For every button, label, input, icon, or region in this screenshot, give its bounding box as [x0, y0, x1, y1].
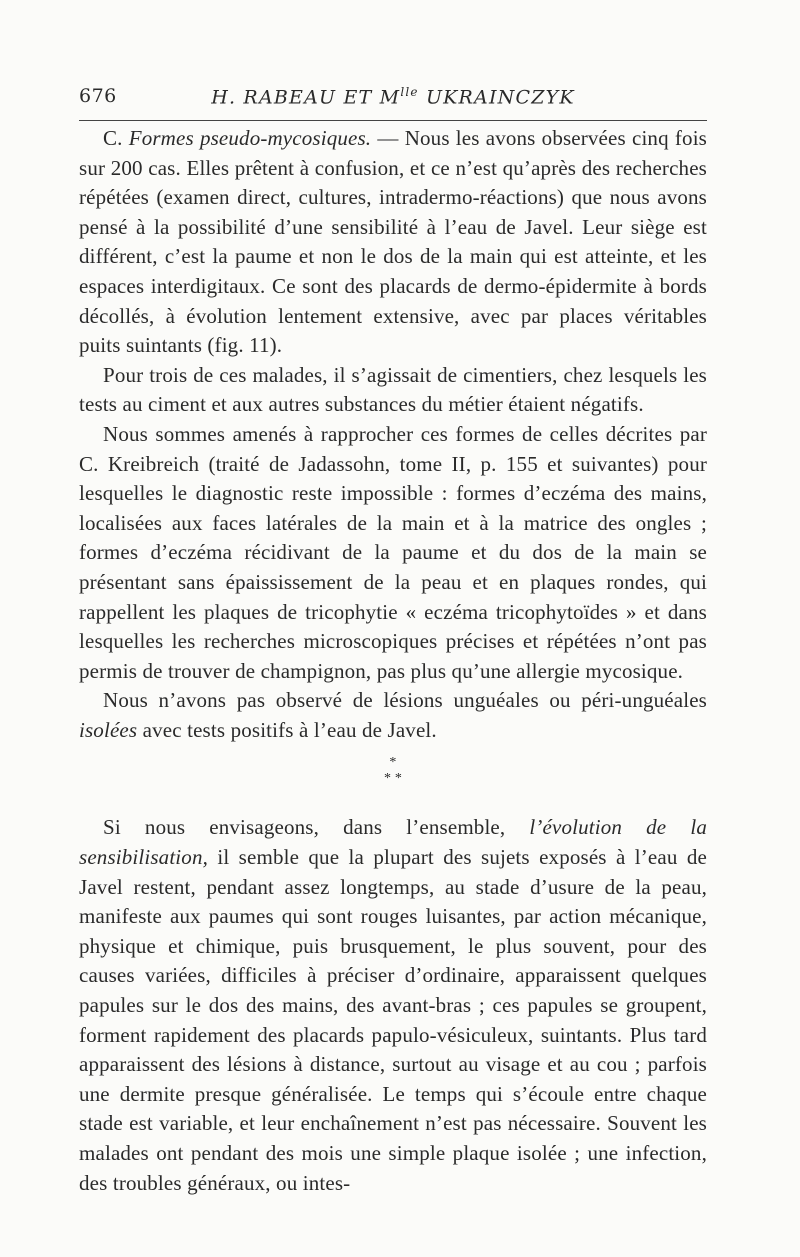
paragraph-2: Pour trois de ces malades, il s’agissait de cimentiers, chez lesquels les tests au ciment et aux autres substances du métier étaient négatifs. [79, 362, 707, 417]
page-header [79, 85, 707, 113]
paragraph-4-italic: isolées [79, 717, 138, 742]
paragraph-4-end: avec tests positifs à l’eau de Javel. [137, 717, 437, 742]
running-head-author-2: UKRAINCZYK [418, 86, 575, 109]
running-head [79, 85, 707, 108]
section-title: Formes pseudo-mycosiques. [128, 126, 372, 150]
running-head-authors: H. RABEAU ET M [211, 86, 401, 109]
paragraph-5-start: Si nous envisageons, dans l’ensemble, [103, 815, 530, 840]
paragraph-4-start: Nous n’avons pas observé de lésions unguéales ou péri-unguéales [103, 688, 707, 713]
paragraph-5-italic: l’évolution de la sensibilisation, [79, 815, 708, 870]
page-number: 676 [79, 85, 117, 107]
section-label: C. [103, 126, 129, 150]
running-head-superscript: lle [400, 85, 419, 99]
asterism-top: * [389, 755, 397, 771]
asterism-divider [79, 755, 707, 787]
paragraph-4 [79, 686, 707, 745]
paragraph-3: Nous sommes amenés à rapprocher ces formes de celles décrites par C. Kreibreich (traité de Jadassohn, tome II, p. 155 et suivantes) pour lesquelles le diagnostic reste impossible : formes d’eczéma des mains, localisées aux faces latérales de la main et à la matrice des ongles ; formes d’eczéma récidivant de la paume et du dos de la main se présentant sans épaississement de la peau et en plaques rondes, qui rappellent les plaques de tricophytie « eczéma tricophytoïdes » et dans lesquelles les recherches microscopiques précises et répétées n’ont pas permis de trouver de champignon, pas plus qu’une allergie mycosique. [79, 421, 707, 683]
header-rule [79, 120, 707, 121]
paragraph-5 [79, 813, 707, 1198]
paragraph-1 [79, 124, 707, 361]
asterism-bottom: * * [384, 771, 402, 787]
paragraph-5-end: il semble que la plupart des sujets exposés à l’eau de Javel restent, pendant assez longtemps, au stade d’usure de la peau, manifeste aux paumes qui sont rouges luisantes, par action mécanique, physique et chimique, puis brusquement, le plus souvent, pour des causes variées, difficiles à préciser d’ordinaire, apparaissent quelques papules sur le dos des mains, des avant-bras ; ces papules se groupent, forment rapidement des placards papulo-vésiculeux, suintants. Plus tard apparaissent des lésions à distance, surtout au visage et au cou ; parfois une dermite presque généralisée. Le temps qui s’écoule entre chaque stade est variable, et leur enchaînement n’est pas nécessaire. Souvent les malades ont pendant des mois une simple plaque isolée ; une infection, des troubles généraux, ou intes- [79, 845, 707, 1195]
body-text [79, 124, 707, 1198]
paragraph-1-text: — Nous les avons observées cinq fois sur 200 cas. Elles prêtent à confusion, et ce n’est qu’après des recherches répétées (examen direct, cultures, intradermo-réactions) que nous avons pensé à la possibilité d’une sensibilité à l’eau de Javel. Leur siège est différent, c’est la paume et non le dos de la main qui est atteinte, et les espaces interdigitaux. Ce sont des placards de dermo-épidermite à bords décollés, à évolution lentement extensive, avec par places véritables puits suintants (fig. 11). [79, 126, 708, 358]
